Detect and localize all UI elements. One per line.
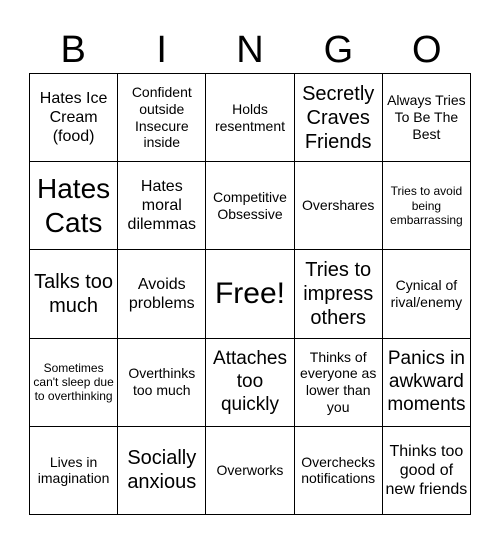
header-letter-i: I [156,29,167,71]
bingo-cell[interactable] [295,74,383,162]
cell-text: Thinks of everyone as lower than you [300,348,377,415]
bingo-cell[interactable] [295,339,383,427]
cell-text: Sometimes can't sleep due to overthinking [33,360,114,404]
header-letter-g: G [323,29,354,71]
bingo-cell[interactable] [118,74,206,162]
bingo-cell[interactable] [206,339,294,427]
bingo-header [29,26,471,74]
bingo-cell[interactable] [118,162,206,250]
free-space-text: Free! [214,276,285,310]
bingo-cell[interactable] [295,427,383,515]
cell-text: Avoids problems [128,275,195,312]
bingo-cell[interactable] [118,339,206,427]
bingo-cell[interactable] [30,250,118,338]
cell-text: Lives in imagination [37,453,110,487]
cell-text: Competitive Obsessive [213,188,287,222]
cell-text: Hates Cats [37,173,111,238]
cell-text: Talks too much [34,270,114,317]
bingo-cell[interactable] [30,74,118,162]
cell-text: Overchecks notifications [301,453,376,487]
bingo-cell[interactable] [30,427,118,515]
bingo-cell[interactable] [383,339,471,427]
cell-text: Panics in awkward moments [387,348,466,415]
bingo-cell[interactable] [383,162,471,250]
cell-text: Hates Ice Cream (food) [39,89,108,146]
cell-text: Hates moral dilemmas [127,178,197,234]
bingo-cell[interactable] [206,162,294,250]
free-space-cell[interactable] [206,250,294,338]
bingo-cell[interactable] [295,250,383,338]
cell-text: Cynical of rival/enemy [390,277,463,310]
bingo-cell[interactable] [295,162,383,250]
header-letter-o: O [412,29,442,71]
bingo-cell[interactable] [383,427,471,515]
cell-text: Secretly Craves Friends [302,82,375,153]
cell-text: Always Tries To Be The Best [387,92,466,142]
bingo-cell[interactable] [118,250,206,338]
cell-text: Confident outside Insecure inside [131,84,192,151]
header-letter-n: N [236,29,264,71]
bingo-cell[interactable] [30,162,118,250]
cell-text: Attaches too quickly [213,348,287,415]
bingo-cell[interactable] [206,74,294,162]
cell-text: Thinks too good of new friends [385,442,468,498]
bingo-cell[interactable] [383,74,471,162]
header-letter-b: B [60,29,86,71]
bingo-cell[interactable] [30,339,118,427]
cell-text: Socially anxious [127,447,197,494]
cell-text: Tries to avoid being embarrassing [390,184,463,227]
bingo-cell[interactable] [206,427,294,515]
cell-text: Holds resentment [214,100,286,134]
bingo-cell[interactable] [118,427,206,515]
cell-text: Overshares [302,197,375,214]
bingo-cell[interactable] [383,250,471,338]
bingo-grid [29,73,471,515]
cell-text: Tries to impress others [303,258,374,329]
cell-text: Overthinks too much [128,365,196,399]
cell-text: Overworks [216,461,284,478]
